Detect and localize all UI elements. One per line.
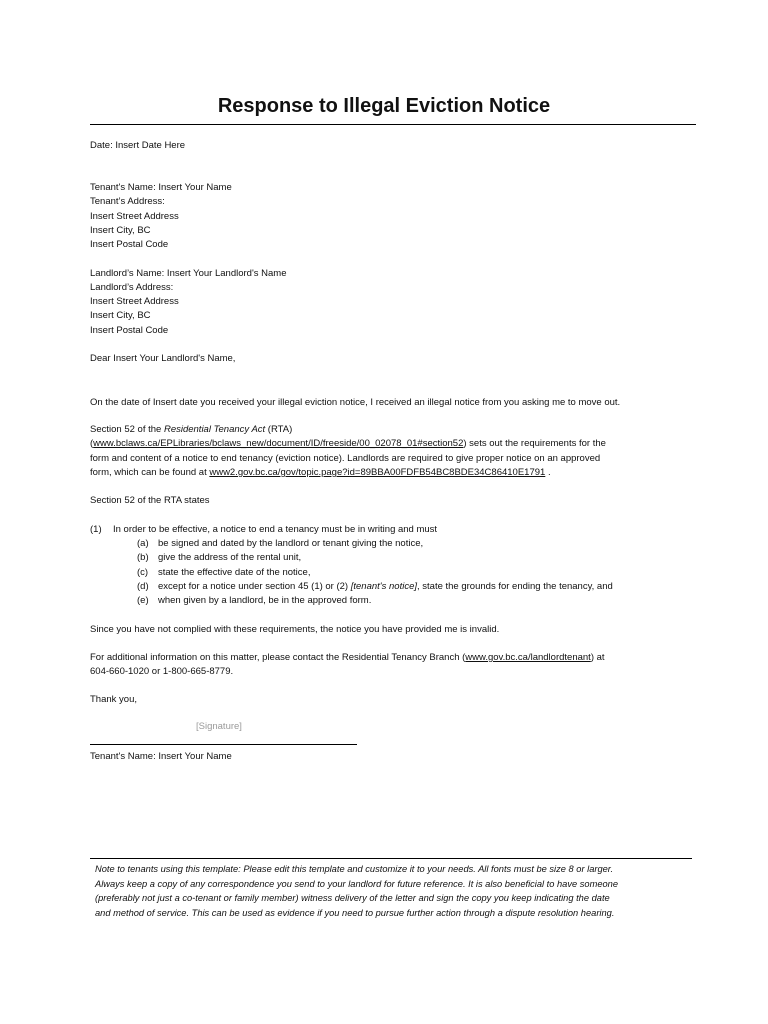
date-line: Date: Insert Date Here (90, 140, 186, 151)
rta-text: Section 52 of the (90, 424, 164, 435)
contact-text: For additional information on this matter, please contact the Residential Tenancy Branch ( (90, 652, 466, 663)
landlord-street: Insert Street Address (90, 296, 179, 307)
section-number: (1) (90, 524, 102, 535)
rta-act-name: Residential Tenancy Act (163, 424, 266, 435)
section-main-text: In order to be effective, a notice to end a tenancy must be in writing and must (113, 524, 438, 535)
contact-line-1 (90, 651, 605, 665)
item-label-d: (d) (137, 581, 149, 592)
item-d-italic: [tenant's notice] (350, 581, 417, 592)
landlord-city: Insert City, BC (90, 310, 151, 321)
item-label-a: (a) (137, 538, 149, 549)
tenant-street: Insert Street Address (90, 211, 179, 222)
rta-line-3: form and content of a notice to end tenancy (eviction notice). Landlords are required to give proper notice on an approved (90, 453, 601, 464)
item-label-b: (b) (137, 552, 149, 563)
signature-line (90, 744, 357, 745)
note-line-1: Note to tenants using this template: Please edit this template and customize it to your needs. All fonts must be size 8 or larger. (95, 864, 614, 874)
item-text-d (158, 580, 613, 594)
rta-line-2 (90, 437, 606, 451)
item-text-a: be signed and dated by the landlord or tenant giving the notice, (158, 538, 424, 549)
gov-form-link[interactable]: www2.gov.bc.ca/gov/topic.page?id=89BBA00FDFB54BC8BDE34C86410E1791 (209, 467, 546, 478)
rta-line-4-end: . (545, 467, 551, 478)
item-d-text: except for a notice under section 45 (1) or (2) (158, 581, 351, 592)
item-label-c: (c) (137, 567, 149, 578)
note-line-2: Always keep a copy of any correspondence you send to your landlord for future reference. It is also beneficial to have someone (95, 879, 618, 889)
landlord-name: Landlord’s Name: Insert Your Landlord's Name (90, 268, 287, 279)
signature-name: Tenant's Name: Insert Your Name (90, 751, 232, 762)
bclaws-link[interactable]: www.bclaws.ca/EPLibraries/bclaws_new/document/ID/freeside/00_02078_01#section52 (93, 438, 464, 449)
item-text-c: state the effective date of the notice, (158, 567, 311, 578)
paragraph-invalid: Since you have not complied with these requirements, the notice you have provided me is invalid. (90, 624, 500, 635)
contact-text-end: ) at (590, 652, 605, 663)
note-divider (90, 858, 692, 859)
rtb-link[interactable]: www.gov.bc.ca/landlordtenant (465, 652, 591, 663)
salutation: Dear Insert Your Landlord's Name, (90, 353, 236, 364)
item-text-e: when given by a landlord, be in the approved form. (158, 595, 372, 606)
section-intro: Section 52 of the RTA states (90, 495, 210, 506)
rta-paren: ( (90, 438, 94, 449)
page-title: Response to Illegal Eviction Notice (217, 95, 551, 117)
tenant-city: Insert City, BC (90, 225, 151, 236)
closing: Thank you, (90, 694, 137, 705)
signature-placeholder: [Signature] (196, 721, 242, 732)
note-line-4: and method of service. This can be used as evidence if you need to pursue further action through a dispute resolution hearing. (95, 908, 615, 918)
paragraph-eviction: On the date of Insert date you received your illegal eviction notice, I received an illegal notice from you asking me to move out. (90, 397, 621, 408)
note-line-3: (preferably not just a co-tenant or family member) witness delivery of the letter and sign the copy you keep indicating the date (95, 893, 610, 903)
rta-line-1 (90, 423, 292, 437)
rta-line-4 (90, 466, 551, 480)
contact-phone: 604-660-1020 or 1-800-665-8779. (90, 666, 234, 677)
rta-line-4-text: form, which can be found at (90, 467, 210, 478)
tenant-address-label: Tenant’s Address: (90, 196, 165, 207)
rta-line-2-text: ) sets out the requirements for the (463, 438, 606, 449)
rta-abbrev: (RTA) (265, 424, 293, 435)
item-d-rest: , state the grounds for ending the tenancy, and (417, 581, 613, 592)
landlord-postal: Insert Postal Code (90, 325, 169, 336)
item-label-e: (e) (137, 595, 149, 606)
landlord-address-label: Landlord’s Address: (90, 282, 174, 293)
tenant-postal: Insert Postal Code (90, 239, 169, 250)
title-divider (90, 124, 696, 125)
tenant-name: Tenant's Name: Insert Your Name (90, 182, 232, 193)
item-text-b: give the address of the rental unit, (158, 552, 302, 563)
